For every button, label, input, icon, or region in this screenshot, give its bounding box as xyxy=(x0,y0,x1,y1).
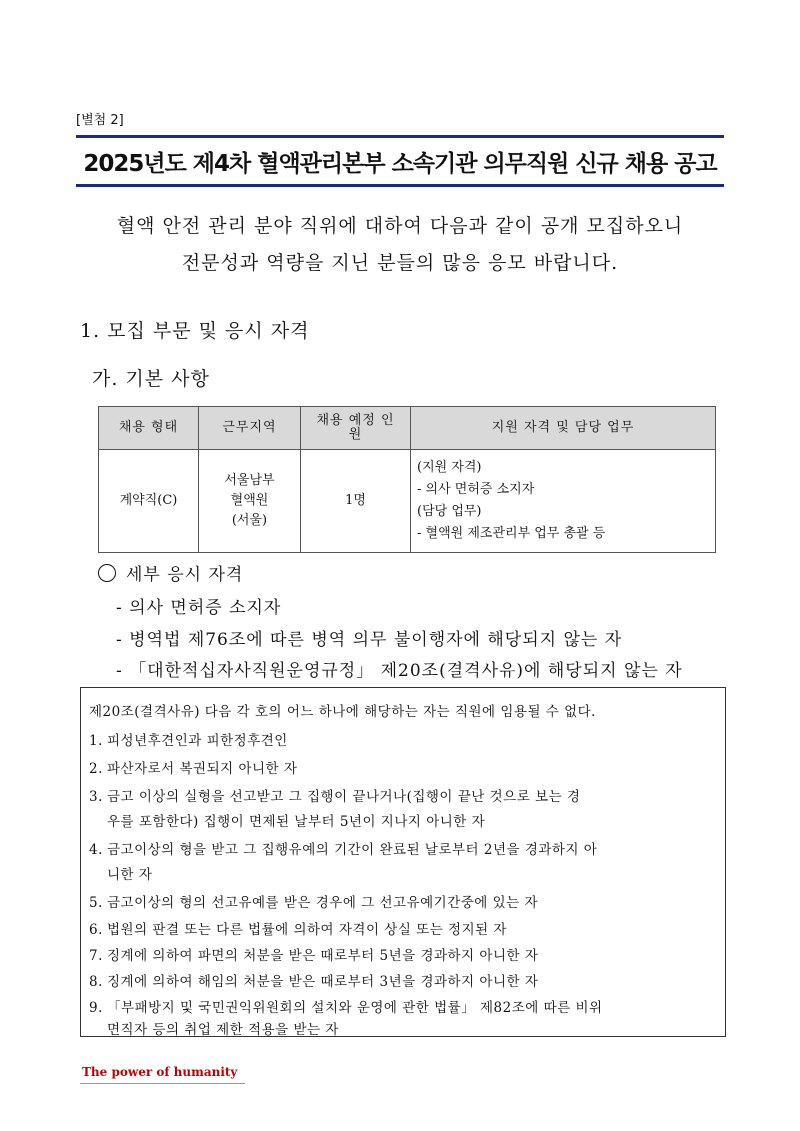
duty-line: (담당 업무) xyxy=(417,504,482,519)
cell-qualifications xyxy=(411,450,716,553)
location-line: 혈액원 xyxy=(230,493,269,508)
list-item: 9. 「부패방지 및 국민권익위원회의 설치와 운영에 관한 법률」 제82조에 따른 비위 xyxy=(89,1000,603,1016)
section-1-heading: 1. 모집 부문 및 응시 자격 xyxy=(80,320,310,342)
table-row xyxy=(99,450,716,553)
circle-bullet-icon xyxy=(98,564,116,582)
header-work-location: 근무지역 xyxy=(199,407,301,450)
duty-line: - 혈액원 제조관리부 업무 총괄 등 xyxy=(417,526,606,541)
list-item: 4. 금고이상의 형을 받고 그 집행유예의 기간이 완료된 날로부터 2년을 경과하지 아 xyxy=(89,842,598,858)
list-item: 5. 금고이상의 형의 선고유예를 받은 경우에 그 선고유예기간중에 있는 자 xyxy=(89,895,539,911)
intro-line-1: 혈액 안전 관리 분야 직위에 대하여 다음과 같이 공개 모집하오니 xyxy=(116,215,684,237)
detail-item: - 「대한적십자사직원운영규정」 제20조(결격사유)에 해당되지 않는 자 xyxy=(116,661,683,681)
disqualification-box xyxy=(80,687,726,1037)
list-item-continuation: 면직자 등의 취업 제한 적용을 받는 자 xyxy=(107,1022,339,1038)
list-item-continuation: 니한 자 xyxy=(107,867,153,883)
table-header-row xyxy=(99,407,716,450)
cell-employment-type: 계약직(C) xyxy=(99,450,199,553)
section-1a-heading: 가. 기본 사항 xyxy=(92,368,210,390)
recruitment-table xyxy=(98,406,716,553)
page-title: 2025년도 제4차 혈액관리본부 소속기관 의무직원 신규 채용 공고 xyxy=(83,151,717,177)
attachment-label: [별첨 2] xyxy=(76,113,124,128)
duty-line: (지원 자격) xyxy=(417,460,482,475)
cell-work-location xyxy=(199,450,301,553)
detail-item: - 의사 면허증 소지자 xyxy=(116,598,282,618)
detail-heading-text: 세부 응시 자격 xyxy=(126,565,244,585)
header-qualifications: 지원 자격 및 담당 업무 xyxy=(411,407,716,450)
list-item: 1. 피성년후견인과 피한정후견인 xyxy=(89,733,288,749)
detail-heading xyxy=(98,560,243,585)
footer-slogan: The power of humanity xyxy=(82,1065,238,1079)
list-item: 2. 파산자로서 복권되지 아니한 자 xyxy=(89,761,298,777)
header-planned-count-text: 채용 예정 인원 xyxy=(316,413,395,442)
title-bottom-rule xyxy=(76,184,724,187)
title-top-rule xyxy=(76,135,724,138)
header-planned-count xyxy=(301,407,411,450)
duty-line: - 의사 면허증 소지자 xyxy=(417,482,535,497)
header-employment-type: 채용 형태 xyxy=(99,407,199,450)
list-item: 8. 징계에 의하여 해임의 처분을 받은 때로부터 3년을 경과하지 아니한 자 xyxy=(89,974,539,990)
list-item: 3. 금고 이상의 실형을 선고받고 그 집행이 끝나거나(집행이 끝난 것으로 보는 경 xyxy=(89,789,581,805)
location-line: (서울) xyxy=(231,513,268,528)
box-lead: 제20조(결격사유) 다음 각 호의 어느 하나에 해당하는 자는 직원에 임용될 수 없다. xyxy=(89,704,596,720)
location-line: 서울남부 xyxy=(224,473,275,488)
list-item: 7. 징계에 의하여 파면의 처분을 받은 때로부터 5년을 경과하지 아니한 자 xyxy=(89,948,539,964)
list-item-continuation: 우를 포함한다) 집행이 면제된 날부터 5년이 지나지 아니한 자 xyxy=(107,814,486,830)
intro-line-2: 전문성과 역량을 지닌 분들의 많응 응모 바랍니다. xyxy=(181,252,619,274)
footer-underline xyxy=(80,1083,245,1084)
list-item: 6. 법원의 판결 또는 다른 법률에 의하여 자격이 상실 또는 정지된 자 xyxy=(89,922,507,938)
cell-planned-count: 1명 xyxy=(301,450,411,553)
detail-item: - 병역법 제76조에 따른 병역 의무 불이행자에 해당되지 않는 자 xyxy=(116,630,623,650)
